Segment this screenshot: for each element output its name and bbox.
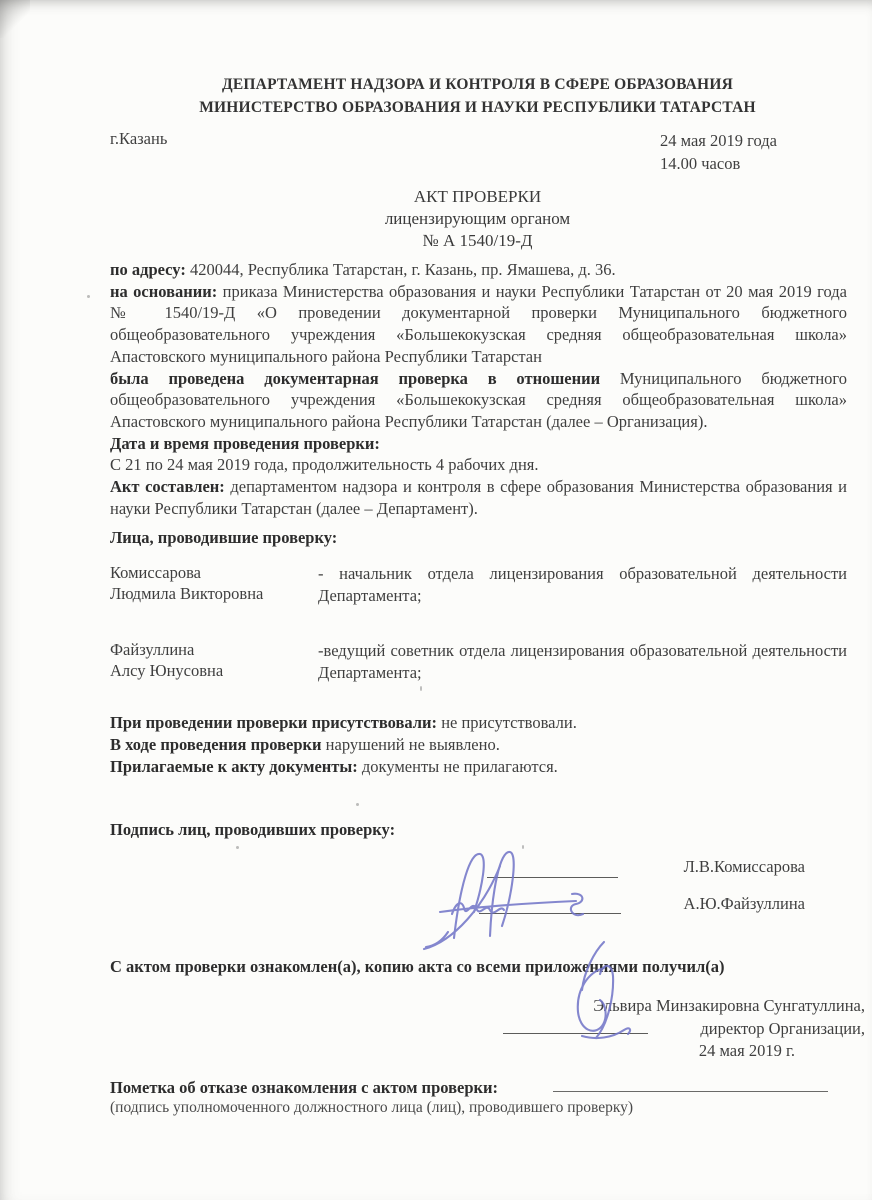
statement-attendees: При проведении проверки присутствовали: не присутствовали. <box>110 713 577 732</box>
title-subtitle: лицензирующим органом <box>384 208 571 228</box>
paragraph-inspection-label: была проведена документарная проверка в отношении <box>110 368 601 388</box>
scan-speck <box>87 295 90 298</box>
acknowledgment-date: 24 мая 2019 г. <box>698 1041 795 1061</box>
statement-violations: В ходе проведения проверки нарушений не выявлено. <box>110 735 500 754</box>
paragraph-act-composed-label: Акт составлен: <box>110 477 225 497</box>
paragraph-address-label: по адресу: <box>110 260 186 279</box>
signature-line-director <box>503 1033 648 1034</box>
handwritten-signature-inspectors-icon <box>412 846 604 956</box>
scan-corner-artifact <box>0 0 30 38</box>
document-place: г.Казань <box>110 129 168 148</box>
inspector-name: Файзуллина Алсу Юнусовна <box>110 640 224 680</box>
issuing-authority-header <box>110 73 845 119</box>
title-act: АКТ ПРОВЕРКИ <box>413 187 542 206</box>
title-number: № А 1540/19-Д <box>422 230 533 250</box>
inspector-role: - начальник отдела лицензирования образовательной деятельности Департамента; <box>318 564 847 605</box>
scan-speck <box>236 846 239 849</box>
acknowledgment-signatory <box>420 995 865 1063</box>
inspector-row <box>110 563 847 613</box>
statements-block <box>110 712 577 778</box>
authority-name-line2: МИНИСТЕРСТВО ОБРАЗОВАНИЯ И НАУКИ РЕСПУБЛИКИ ТАТАРСТАН <box>199 99 756 116</box>
inspectors-heading: Лица, проводившие проверку: <box>110 528 338 547</box>
inspector-row <box>110 640 847 690</box>
authority-name-line1: ДЕПАРТАМЕНТ НАДЗОРА И КОНТРОЛЯ В СФЕРЕ ОБРАЗОВАНИЯ <box>222 76 733 93</box>
scan-speck <box>356 803 359 806</box>
acknowledgment-position: директор Организации, <box>700 1018 865 1038</box>
inspector-role: -ведущий советник отдела лицензирования образовательной деятельности Департамента; <box>318 641 847 682</box>
refusal-note <box>110 1078 498 1098</box>
scan-speck <box>522 845 524 849</box>
paragraph-basis: на основании: приказа Министерства образования и науки Республики Татарстан от 20 мая 2019 года № 1540/19-Д «О проведении документарной проверки Муниципального бюджетного общеобразовательного учреждения «Большекокузская средняя общеобразовательная школа» Апастовского муниципального района Республики Татарстан <box>110 281 847 366</box>
document-body <box>110 259 847 519</box>
paragraph-date-heading: Дата и время проведения проверки: <box>110 433 380 453</box>
signing-heading: Подпись лиц, проводивших проверку: <box>110 820 396 839</box>
refusal-caption: (подпись уполномоченного должностного лица (лиц), проводившего проверку) <box>110 1099 634 1116</box>
inspector-name: Комиссарова Людмила Викторовна <box>110 563 264 603</box>
paragraph-address: по адресу: 420044, Республика Татарстан, г. Казань, пр. Ямашева, д. 36. <box>110 260 616 279</box>
refusal-blank-line <box>553 1091 828 1092</box>
acknowledgment-name: Эльвира Минзакировна Сунгатуллина, <box>593 996 865 1015</box>
document-datetime <box>660 129 777 175</box>
document-time: 14.00 часов <box>660 154 741 173</box>
refusal-label: Пометка об отказе ознакомления с актом проверки: <box>110 1078 498 1097</box>
inspector-signature-name-1: Л.В.Комиссарова <box>683 857 805 876</box>
paragraph-duration: С 21 по 24 мая 2019 года, продолжительность 4 рабочих дня. <box>110 455 539 475</box>
acknowledgment-heading: С актом проверки ознакомлен(а), копию акта со всеми приложениями получил(а) <box>110 957 725 976</box>
document-title <box>110 186 845 251</box>
statement-attachments: Прилагаемые к акту документы: документы не прилагаются. <box>110 757 558 776</box>
document-date: 24 мая 2019 года <box>660 131 777 150</box>
paragraph-inspection-subject: была проведена документарная проверка в отношении Муниципального бюджетного общеобразовательного учреждения «Большекокузская средняя общеобразовательная школа» Апастовского муниципального района Республики Татарстан (далее – Организация). <box>110 368 848 431</box>
signature-line-inspector-1 <box>487 877 618 878</box>
paragraph-basis-label: на основании: <box>110 281 218 301</box>
paragraph-act-composed: Акт составлен: департаментом надзора и контроля в сфере образования Министерства образования и науки Республики Татарстан (далее – Департамент). <box>110 477 847 518</box>
inspector-signature-name-2: А.Ю.Файзуллина <box>683 894 805 913</box>
